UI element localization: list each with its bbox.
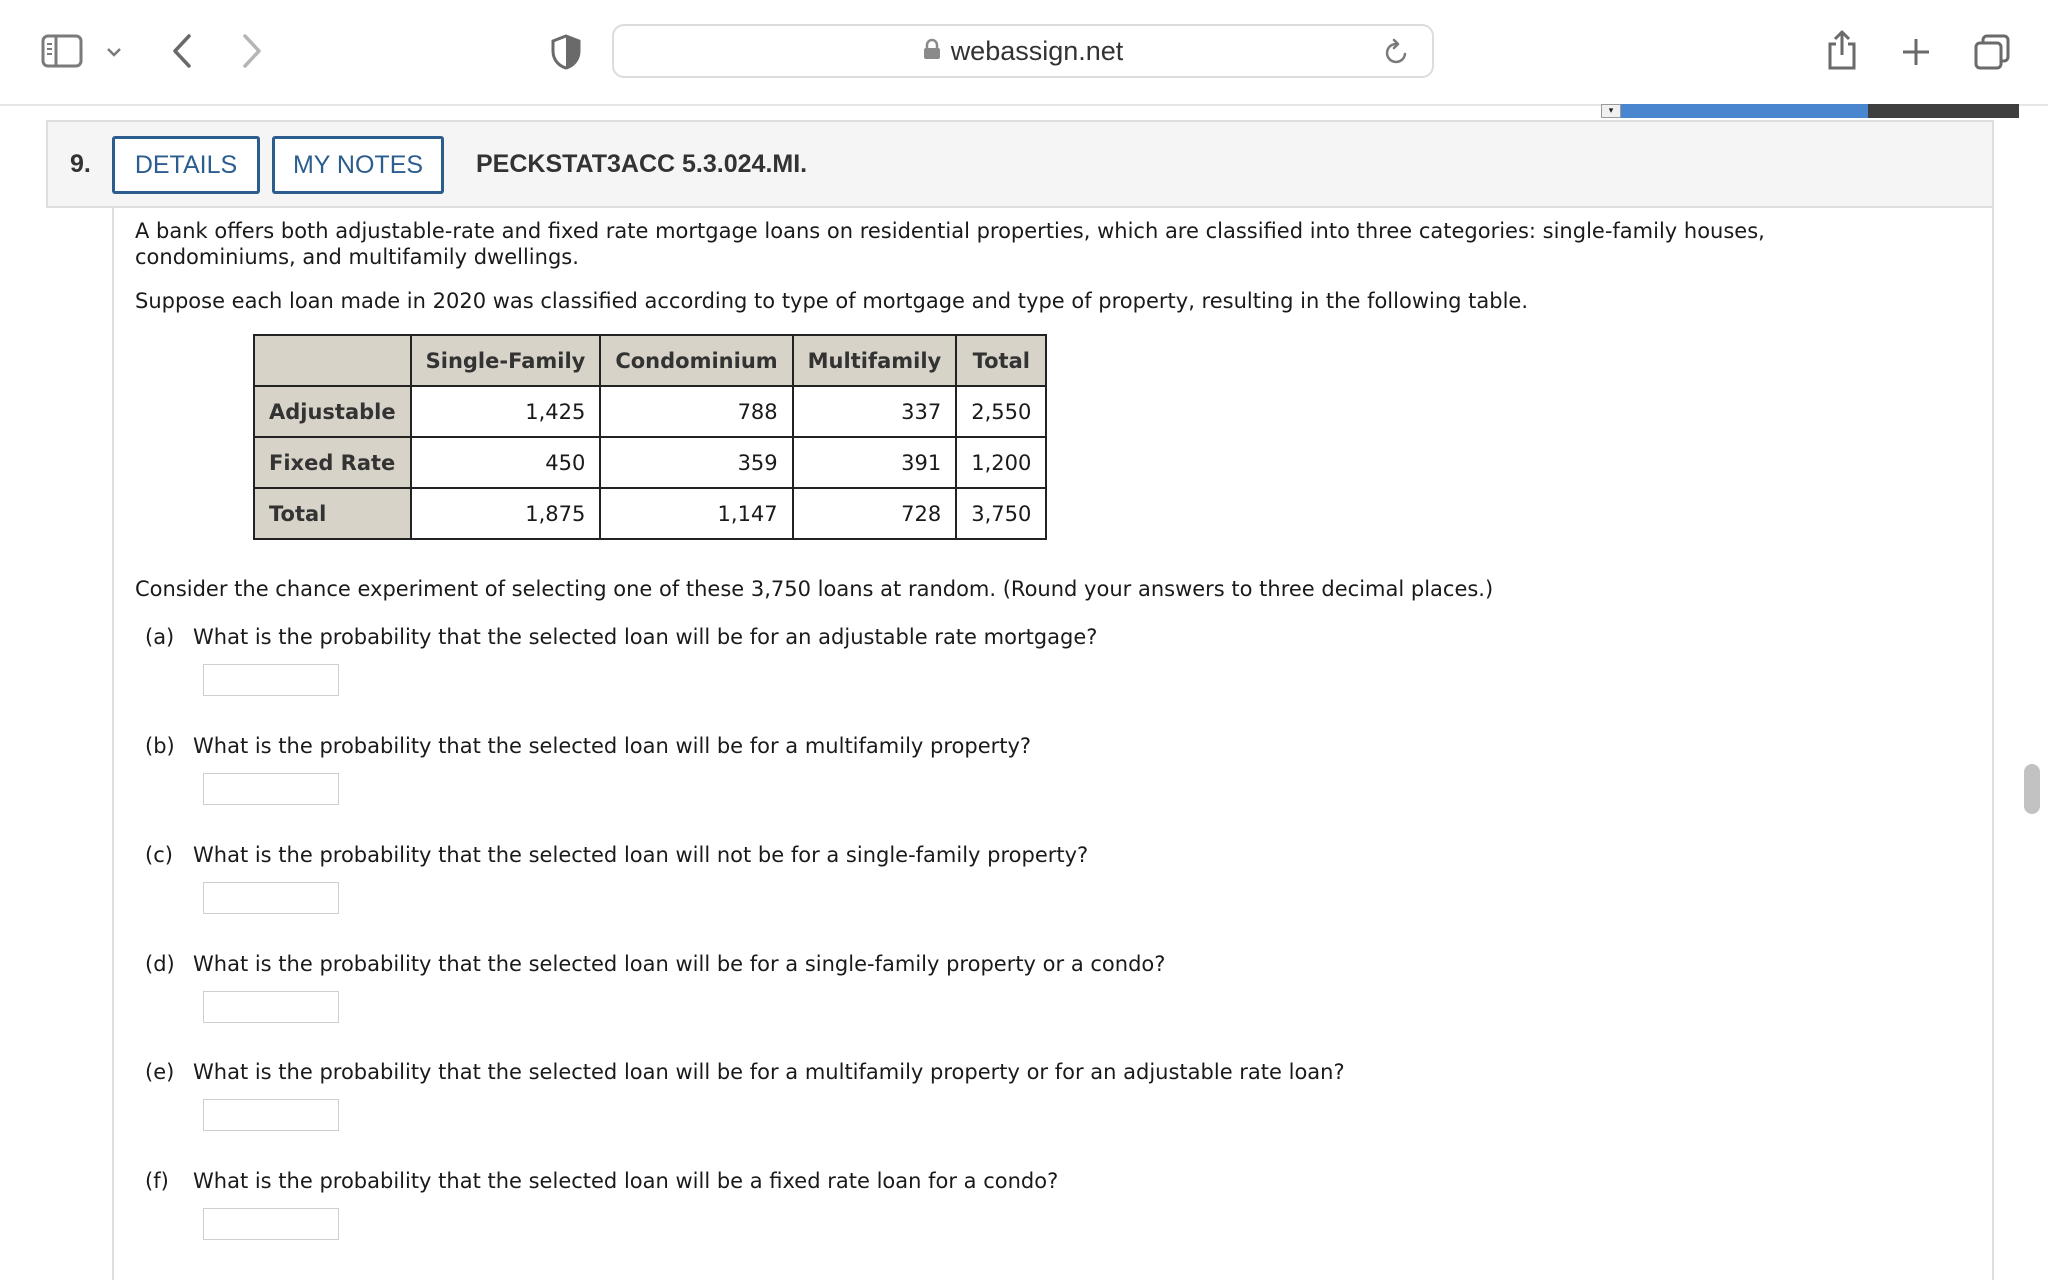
- table-cell: 359: [600, 437, 792, 488]
- column-header: Total: [956, 335, 1046, 386]
- browser-toolbar: [0, 0, 2048, 106]
- back-icon[interactable]: [164, 30, 200, 72]
- table-cell: 1,147: [600, 488, 792, 539]
- page-scrollbar[interactable]: [2024, 764, 2040, 814]
- part-label: (c): [145, 843, 173, 867]
- details-button[interactable]: DETAILS: [112, 136, 260, 194]
- part-label: (d): [145, 952, 175, 976]
- table-header-row: [254, 335, 1046, 386]
- sidebar-icon[interactable]: [40, 32, 84, 70]
- part-label: (e): [145, 1060, 175, 1084]
- url-text: webassign.net: [950, 35, 1124, 66]
- table-row: [254, 437, 1046, 488]
- answer-input-c[interactable]: [203, 882, 339, 914]
- question-number: 9.: [70, 150, 91, 178]
- table-cell: 450: [411, 437, 601, 488]
- table-cell: 1,425: [411, 386, 601, 437]
- question-header: [46, 120, 1994, 208]
- loan-table: [253, 334, 1047, 540]
- column-header: Condominium: [600, 335, 792, 386]
- tab-overview-icon[interactable]: [1972, 32, 2012, 72]
- answer-input-b[interactable]: [203, 773, 339, 805]
- my-notes-button[interactable]: MY NOTES: [272, 136, 444, 194]
- part-question: What is the probability that the selected loan will be for a single-family property or a condo?: [193, 952, 1166, 976]
- part-label: (b): [145, 734, 175, 758]
- part-label: (f): [145, 1169, 169, 1193]
- answer-input-a[interactable]: [203, 664, 339, 696]
- forward-icon[interactable]: [234, 30, 270, 72]
- column-header: Multifamily: [793, 335, 957, 386]
- chevron-down-icon[interactable]: [100, 38, 128, 66]
- table-intro-paragraph: Suppose each loan made in 2020 was classified according to type of mortgage and type of property, resulting in the following table.: [135, 289, 1529, 313]
- column-header: Single-Family: [411, 335, 601, 386]
- reload-icon[interactable]: [1384, 38, 1410, 70]
- part-question: What is the probability that the selected loan will be for a multifamily property?: [193, 734, 1032, 758]
- address-bar[interactable]: [612, 24, 1434, 78]
- part-question: What is the probability that the selected loan will be for an adjustable rate mortgage?: [193, 625, 1098, 649]
- answer-input-d[interactable]: [203, 991, 339, 1023]
- question-code: PECKSTAT3ACC 5.3.024.MI.: [476, 150, 808, 178]
- assignment-progress-bar: [1601, 104, 2019, 118]
- row-header: Total: [254, 488, 411, 539]
- table-cell: 3,750: [956, 488, 1046, 539]
- progress-fill: [1621, 104, 1868, 118]
- table-cell: 391: [793, 437, 957, 488]
- table-cell: 337: [793, 386, 957, 437]
- shield-icon[interactable]: [546, 30, 586, 74]
- experiment-paragraph: Consider the chance experiment of selecting one of these 3,750 loans at random. (Round your answers to three decimal places.): [135, 577, 1494, 601]
- part-question: What is the probability that the selected loan will be for a multifamily property or for an adjustable rate loan?: [193, 1060, 1345, 1084]
- table-corner-cell: [254, 335, 411, 386]
- table-cell: 2,550: [956, 386, 1046, 437]
- share-icon[interactable]: [1824, 28, 1860, 72]
- table-row: [254, 488, 1046, 539]
- table-cell: 1,875: [411, 488, 601, 539]
- intro-paragraph: A bank offers both adjustable-rate and fixed rate mortgage loans on residential properties, which are classified into three categories: single-family houses, condominiums, and multifamily dwellings.: [135, 219, 1765, 269]
- progress-toggle-icon[interactable]: ▾: [1601, 104, 1621, 118]
- row-header: Adjustable: [254, 386, 411, 437]
- answer-input-e[interactable]: [203, 1099, 339, 1131]
- new-tab-icon[interactable]: [1898, 34, 1934, 70]
- part-label: (a): [145, 625, 175, 649]
- table-cell: 728: [793, 488, 957, 539]
- lock-icon: [923, 38, 941, 64]
- row-header: Fixed Rate: [254, 437, 411, 488]
- part-question: What is the probability that the selected loan will be a fixed rate loan for a condo?: [193, 1169, 1059, 1193]
- table-cell: 1,200: [956, 437, 1046, 488]
- table-row: [254, 386, 1046, 437]
- table-cell: 788: [600, 386, 792, 437]
- part-question: What is the probability that the selected loan will not be for a single-family property?: [193, 843, 1089, 867]
- answer-input-f[interactable]: [203, 1208, 339, 1240]
